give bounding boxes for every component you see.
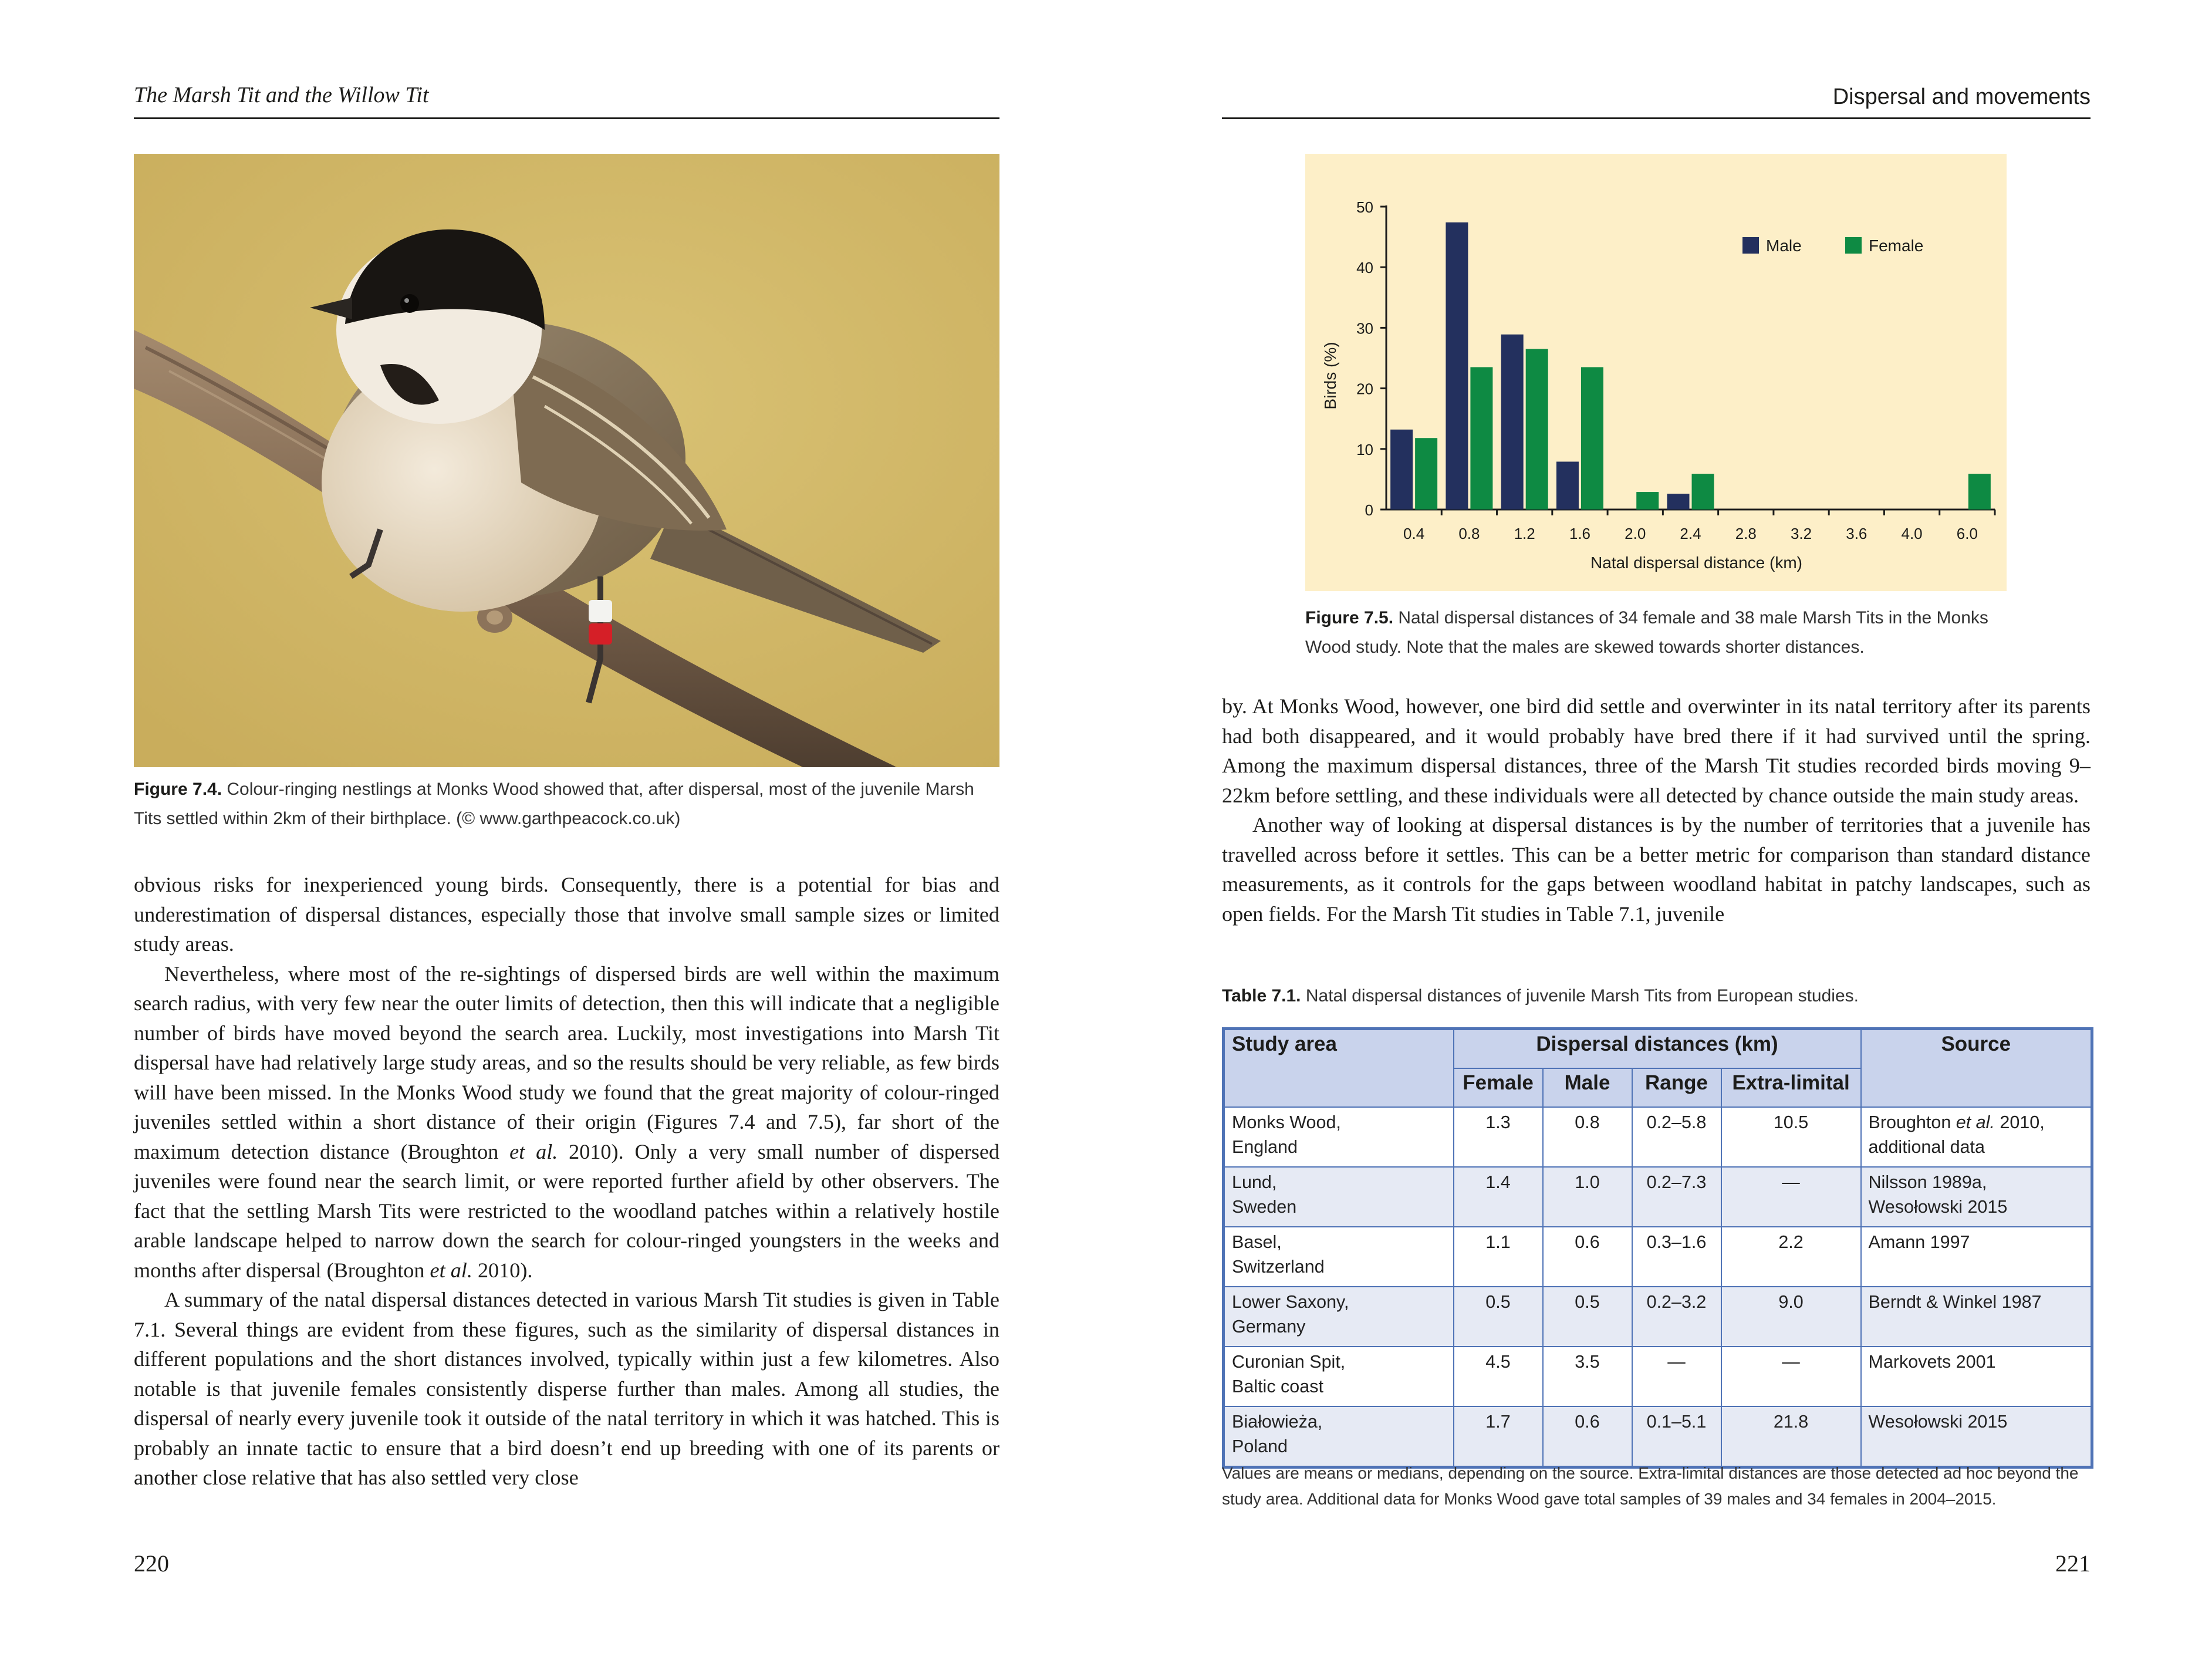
figure-7-5-text: Natal dispersal distances of 34 female and 38 male Marsh Tits in the Monks Wood study. Note that the males are skewed towards shorter distances. bbox=[1305, 608, 1988, 657]
paragraph-text-run: 2010). bbox=[472, 1258, 533, 1282]
study-area-country: England bbox=[1232, 1137, 1298, 1157]
bar-female-2.4 bbox=[1692, 474, 1714, 510]
legend-swatch-male bbox=[1742, 237, 1759, 254]
header-source: Source bbox=[1861, 1029, 2092, 1108]
figure-7-5-caption bbox=[1305, 603, 2007, 662]
source-italic: et al. bbox=[1956, 1112, 1995, 1132]
cell-extra-limital: 21.8 bbox=[1721, 1406, 1861, 1467]
cell-source bbox=[1861, 1107, 2092, 1167]
table-7-1 bbox=[1222, 1027, 2093, 1469]
figure-7-4-caption bbox=[134, 775, 999, 834]
bar-male-2.4 bbox=[1667, 494, 1690, 510]
bar-female-0.8 bbox=[1470, 367, 1492, 510]
cell-female: 0.5 bbox=[1454, 1287, 1543, 1347]
source-text: Broughton bbox=[1868, 1112, 1956, 1132]
cell-source bbox=[1861, 1406, 2092, 1467]
paragraph-text-run: Another way of looking at dispersal distances is by the number of territories that a juvenile has travelled across before it settles. This can be a better metric for comparison than standard distance measurements, as it controls for the gaps between woodland habitat in patchy landscapes, such as open fields. For the Marsh Tit studies in Table 7.1, juvenile bbox=[1222, 813, 2091, 926]
figure-7-4-text: Colour-ringing nestlings at Monks Wood showed that, after dispersal, most of the juvenile Marsh Tits settled within 2km of their birthplace. (© www.garthpeacock.co.uk) bbox=[134, 780, 974, 828]
page-number-left: 220 bbox=[134, 1550, 169, 1577]
study-area-name: Lower Saxony, bbox=[1232, 1292, 1349, 1312]
cell-extra-limital: 9.0 bbox=[1721, 1287, 1861, 1347]
source-text: Nilsson 1989a, bbox=[1868, 1172, 1987, 1192]
marsh-tit-illustration bbox=[134, 154, 999, 767]
header-female: Female bbox=[1454, 1068, 1543, 1107]
cell-study-area bbox=[1224, 1167, 1454, 1227]
cell-range: — bbox=[1632, 1347, 1721, 1406]
left-paragraph bbox=[134, 959, 999, 1286]
cell-extra-limital: 10.5 bbox=[1721, 1107, 1861, 1167]
running-head-left: The Marsh Tit and the Willow Tit bbox=[134, 83, 429, 107]
table-row bbox=[1224, 1347, 2092, 1406]
x-tick-label: 0.8 bbox=[1458, 525, 1480, 542]
cell-range: 0.3–1.6 bbox=[1632, 1227, 1721, 1287]
header-study-area: Study area bbox=[1224, 1029, 1454, 1108]
bar-male-0.4 bbox=[1390, 430, 1413, 510]
y-tick-label: 10 bbox=[1356, 440, 1373, 458]
cell-male: 1.0 bbox=[1543, 1167, 1632, 1227]
cell-study-area bbox=[1224, 1406, 1454, 1467]
cell-study-area bbox=[1224, 1227, 1454, 1287]
running-head-right: Dispersal and movements bbox=[1832, 85, 2091, 109]
source-text: Amann 1997 bbox=[1868, 1232, 1970, 1252]
cell-female: 4.5 bbox=[1454, 1347, 1543, 1406]
figure-7-5-chart bbox=[1305, 154, 2007, 591]
table-row bbox=[1224, 1227, 2092, 1287]
x-tick-label: 2.0 bbox=[1625, 525, 1646, 542]
y-tick-label: 20 bbox=[1356, 380, 1373, 398]
header-male: Male bbox=[1543, 1068, 1632, 1107]
right-paragraph bbox=[1222, 810, 2091, 929]
paragraph-text-run: 2010). Only a very small number of dispersed juveniles were found near the search limit, or were reported further afield by other observers. The fact that the settling Marsh Tits were restricted to the woodland patches within a relatively hostile arable landscape helped to narrow down the search for colour-ringed youngsters in the weeks and months after dispersal (Broughton bbox=[134, 1139, 999, 1282]
legend-label-female: Female bbox=[1869, 237, 1924, 255]
figure-7-4-label: Figure 7.4. bbox=[134, 780, 222, 799]
study-area-name: Basel, bbox=[1232, 1232, 1282, 1252]
header-dispersal-distances: Dispersal distances (km) bbox=[1454, 1029, 1861, 1069]
cell-range: 0.2–5.8 bbox=[1632, 1107, 1721, 1167]
table-row bbox=[1224, 1107, 2092, 1167]
source-text: Wesołowski 2015 bbox=[1868, 1412, 2008, 1432]
paragraph-text-run: obvious risks for inexperienced young birds. Consequently, there is a potential for bias and underestimation of dispersal distances, especially those that involve small sample sizes or limited study areas. bbox=[134, 873, 999, 956]
cell-range: 0.2–3.2 bbox=[1632, 1287, 1721, 1347]
cell-study-area bbox=[1224, 1347, 1454, 1406]
x-tick-label: 6.0 bbox=[1956, 525, 1978, 542]
x-tick-label: 4.0 bbox=[1901, 525, 1923, 542]
figure-7-5-label: Figure 7.5. bbox=[1305, 608, 1394, 627]
legend-swatch-female bbox=[1845, 237, 1862, 254]
x-tick-label: 2.8 bbox=[1735, 525, 1757, 542]
bird-photo bbox=[134, 154, 999, 767]
x-tick-label: 1.2 bbox=[1514, 525, 1535, 542]
cell-study-area bbox=[1224, 1287, 1454, 1347]
table-row bbox=[1224, 1406, 2092, 1467]
cell-female: 1.1 bbox=[1454, 1227, 1543, 1287]
cell-study-area bbox=[1224, 1107, 1454, 1167]
x-tick-label: 0.4 bbox=[1403, 525, 1425, 542]
cell-range: 0.1–5.1 bbox=[1632, 1406, 1721, 1467]
bar-male-1.2 bbox=[1501, 335, 1524, 510]
cell-extra-limital: — bbox=[1721, 1167, 1861, 1227]
source-text: Berndt & Winkel 1987 bbox=[1868, 1292, 2042, 1312]
y-tick-label: 50 bbox=[1356, 198, 1373, 216]
cell-source bbox=[1861, 1167, 2092, 1227]
study-area-name: Białowieża, bbox=[1232, 1412, 1323, 1432]
bar-female-1.2 bbox=[1526, 349, 1548, 510]
header-rule-right bbox=[1222, 117, 2091, 119]
cell-male: 0.5 bbox=[1543, 1287, 1632, 1347]
table-row bbox=[1224, 1167, 2092, 1227]
paragraph-text-run: et al. bbox=[509, 1139, 558, 1163]
paragraph-text-run: A summary of the natal dispersal distances detected in various Marsh Tit studies is given in Table 7.1. Several things are evident from these figures, such as the similarity of dispersal distances in different populations and the short distances involved, typically within just a few kilometres. Also notable is that juvenile females consistently disperse further than males. Among all studies, the dispersal of nearly every juvenile took it outside of the natal territory in which it was hatched. This is probably an innate tactic to ensure that a bird doesn’t end up breeding with one of its parents or another close relative that has also settled very close bbox=[134, 1288, 999, 1489]
x-tick-label: 1.6 bbox=[1569, 525, 1591, 542]
source-text-cont: 2010, bbox=[1994, 1112, 2045, 1132]
header-rule-left bbox=[134, 117, 999, 119]
y-axis-label: Birds (%) bbox=[1321, 342, 1339, 410]
study-area-country: Germany bbox=[1232, 1317, 1306, 1337]
study-area-country: Poland bbox=[1232, 1436, 1288, 1456]
bar-female-1.6 bbox=[1581, 367, 1603, 510]
x-axis-label: Natal dispersal distance (km) bbox=[1590, 554, 1803, 572]
source-text-line2: additional data bbox=[1868, 1137, 1985, 1157]
cell-source bbox=[1861, 1287, 2092, 1347]
cell-source bbox=[1861, 1227, 2092, 1287]
bar-male-0.8 bbox=[1446, 222, 1468, 510]
table-7-1-caption bbox=[1222, 981, 2091, 1011]
y-tick-label: 40 bbox=[1356, 259, 1373, 277]
bar-female-6.0 bbox=[1968, 474, 1991, 510]
y-tick-label: 0 bbox=[1365, 501, 1373, 519]
cell-range: 0.2–7.3 bbox=[1632, 1167, 1721, 1227]
header-extra-limital: Extra-limital bbox=[1721, 1068, 1861, 1107]
bar-female-0.4 bbox=[1415, 438, 1437, 510]
cell-extra-limital: — bbox=[1721, 1347, 1861, 1406]
paragraph-text-run: by. At Monks Wood, however, one bird did settle and overwinter in its natal territory after its parents had both disappeared, and it would probably have bred there if it had survived until the spring. Among the maximum dispersal distances, three of the Marsh Tit studies recorded birds moving 9–22km before settling, and these individuals were all detected by chance outside the main study areas. bbox=[1222, 694, 2091, 807]
cell-male: 0.6 bbox=[1543, 1406, 1632, 1467]
study-area-country: Sweden bbox=[1232, 1197, 1297, 1217]
header-range: Range bbox=[1632, 1068, 1721, 1107]
x-tick-label: 3.2 bbox=[1790, 525, 1812, 542]
study-area-name: Monks Wood, bbox=[1232, 1112, 1341, 1132]
table-7-1-caption-text: Natal dispersal distances of juvenile Marsh Tits from European studies. bbox=[1305, 986, 1859, 1006]
cell-extra-limital: 2.2 bbox=[1721, 1227, 1861, 1287]
right-body-text bbox=[1222, 691, 2091, 929]
x-tick-label: 3.6 bbox=[1846, 525, 1867, 542]
study-area-name: Lund, bbox=[1232, 1172, 1277, 1192]
paragraph-text-run: et al. bbox=[430, 1258, 472, 1282]
bar-male-1.6 bbox=[1556, 461, 1579, 510]
left-paragraph bbox=[134, 870, 999, 959]
left-paragraph bbox=[134, 1285, 999, 1493]
study-area-country: Switzerland bbox=[1232, 1257, 1325, 1277]
source-text-line2: Wesołowski 2015 bbox=[1868, 1197, 2008, 1217]
bar-female-2.0 bbox=[1636, 492, 1659, 510]
study-area-country: Baltic coast bbox=[1232, 1377, 1323, 1396]
study-area-name: Curonian Spit, bbox=[1232, 1352, 1346, 1372]
x-tick-label: 2.4 bbox=[1680, 525, 1701, 542]
bar-chart bbox=[1305, 154, 2007, 591]
cell-female: 1.4 bbox=[1454, 1167, 1543, 1227]
legend-label-male: Male bbox=[1766, 237, 1802, 255]
left-body-text bbox=[134, 870, 999, 1493]
table-footnote: Values are means or medians, depending on the source. Extra-limital distances are those detected ad hoc beyond the study area. Additional data for Monks Wood gave total samples of 39 males and 34 females in 2004–2015. bbox=[1222, 1464, 2079, 1508]
cell-female: 1.3 bbox=[1454, 1107, 1543, 1167]
source-text: Markovets 2001 bbox=[1868, 1352, 1996, 1372]
table-7-1-label: Table 7.1. bbox=[1222, 986, 1301, 1006]
table-row bbox=[1224, 1287, 2092, 1347]
paragraph-text-run: Nevertheless, where most of the re-sightings of dispersed birds are well within the maximum search radius, with very few near the outer limits of detection, then this will indicate that a negligible number of birds have moved beyond the search area. Luckily, most investigations into Marsh Tit dispersal have had relatively large study areas, and so the results should be very reliable, as few birds will have been missed. In the Monks Wood study we found that the great majority of colour-ringed juveniles settled within a short distance of their origin (Figures 7.4 and 7.5), far short of the maximum detection distance (Broughton bbox=[134, 961, 999, 1163]
right-paragraph bbox=[1222, 691, 2091, 810]
cell-female: 1.7 bbox=[1454, 1406, 1543, 1467]
cell-male: 0.6 bbox=[1543, 1227, 1632, 1287]
cell-male: 0.8 bbox=[1543, 1107, 1632, 1167]
cell-source bbox=[1861, 1347, 2092, 1406]
y-tick-label: 30 bbox=[1356, 319, 1373, 338]
page-number-right: 221 bbox=[2055, 1550, 2091, 1577]
cell-male: 3.5 bbox=[1543, 1347, 1632, 1406]
